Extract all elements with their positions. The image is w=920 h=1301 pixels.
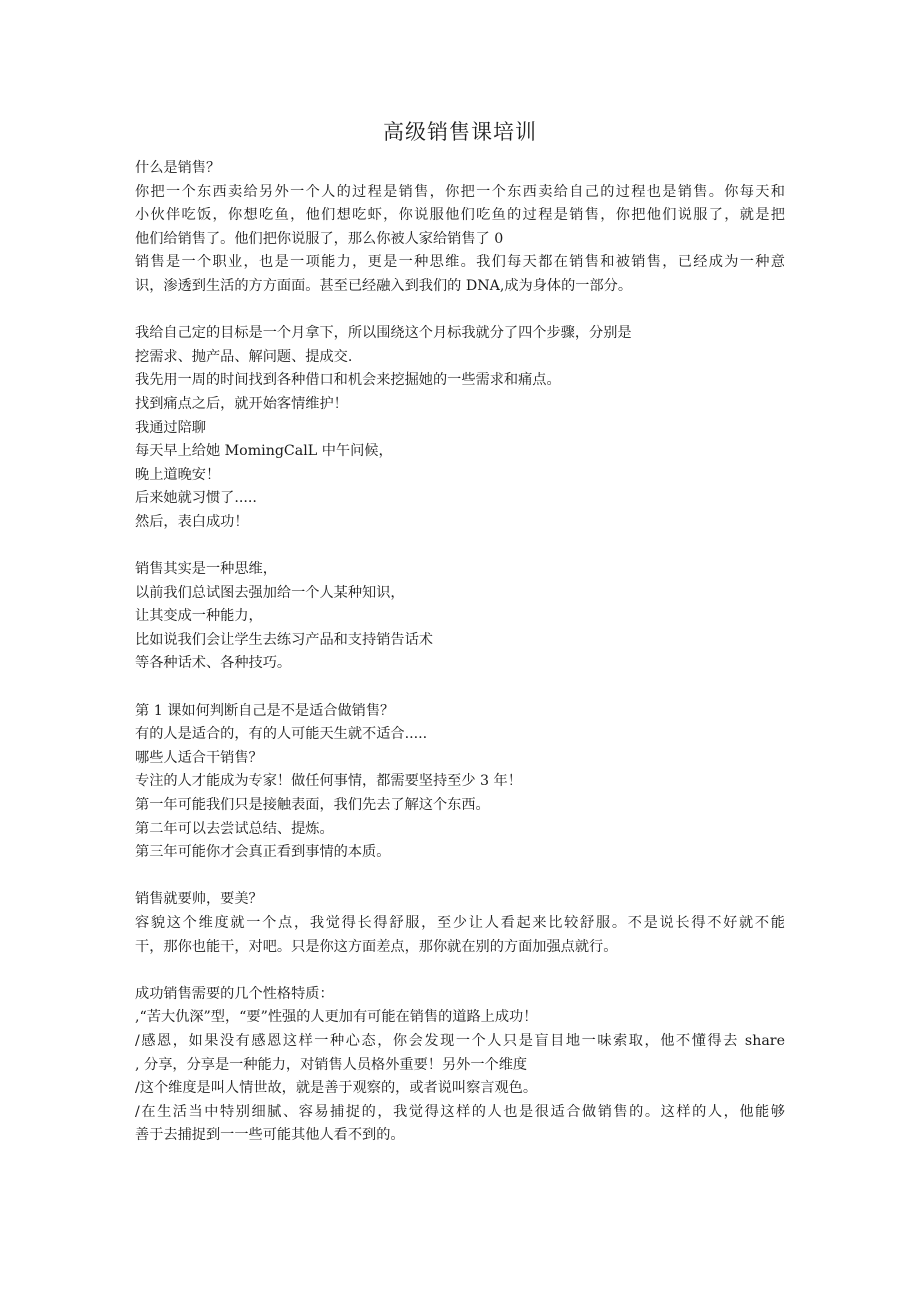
document-body [135,157,785,1148]
text-line: 我通过陪聊 [135,419,206,436]
text-line: 你把一个东西卖给另外一个人的过程是销售，你把一个东西卖给自己的过程也是销售。你每天和 [135,183,785,200]
paragraph [135,700,785,865]
text-line: 第二年可以去尝试总结、提炼。 [135,820,334,837]
paragraph [135,558,785,676]
text-line: /这个维度是叫人情世故，就是善于观察的，或者说叫察言观色。 [135,1080,538,1097]
text-line: 哪些人适合干销售？ [135,749,263,766]
text-line: 以前我们总试图去强加给一个人某种知识， [135,584,405,601]
text-line: /在生活当中特别细腻、容易捕捉的，我觉得这样的人也是很适合做销售的。这样的人，他能够 [135,1103,785,1120]
paragraph-gap [135,676,785,700]
text-line: 销售就要帅，要美？ [135,891,263,908]
text-line: ,“苦大仇深”型，“要”性强的人更加有可能在销售的道路上成功！ [135,1009,538,1026]
text-line: 晚上道晚安！ [135,466,221,483]
text-line: 他们给销售了。他们把你说服了，那么你被人家给销售了 0 [135,230,504,247]
text-line: 后来她就习惯了..... [135,490,257,507]
text-line: 找到痛点之后，就开始客情维护！ [135,395,348,412]
paragraph [135,322,785,534]
text-line: 让其变成一种能力， [135,608,263,625]
text-line: 成功销售需要的几个性格特质： [135,985,334,1002]
text-line: 我给自己定的目标是一个月拿下，所以围绕这个月标我就分了四个步骤，分别是 [135,325,632,342]
paragraph-gap [135,959,785,983]
text-line: 第一年可能我们只是接触表面，我们先去了解这个东西。 [135,797,490,814]
text-line: /感恩，如果没有感恩这样一种心态，你会发现一个人只是盲目地一味索取，他不懂得去 share [135,1032,785,1049]
text-line: 识，渗透到生活的方方面面。甚至已经融入到我们的 DNA,成为身体的一部分。 [135,277,633,294]
document-title: 高级销售课培训 [383,120,537,144]
text-line: 什么是销售？ [135,160,221,176]
text-line: 第 1 课如何判断自己是不是适合做销售？ [135,702,395,719]
text-line: 善于去捕捉到一一些可能其他人看不到的。 [135,1127,405,1144]
text-line: 然后，表白成功！ [135,513,249,530]
text-line: 我先用一周的时间找到各种借口和机会来挖掘她的一些需求和痛点。 [135,372,561,389]
text-line: , 分享，分享是一种能力，对销售人员格外重要！另外一个维度 [135,1056,528,1073]
text-line: 干，那你也能干，对吧。只是你这方面差点，那你就在别的方面加强点就行。 [135,938,618,955]
paragraph-gap [135,299,785,323]
text-line: 等各种话术、各种技巧。 [135,655,292,672]
text-line: 挖需求、抛产品、解问题、提成交. [135,348,353,365]
paragraph [135,983,785,1148]
paragraph-gap [135,865,785,889]
text-line: 容貌这个维度就一个点，我觉得长得舒服，至少让人看起来比较舒服。不是说长得不好就不能 [135,915,785,931]
paragraph-gap [135,535,785,559]
paragraph [135,888,785,959]
text-line: 专注的人才能成为专家！做任何事情，都需要坚持至少 3 年！ [135,773,522,790]
text-line: 销售其实是一种思维， [135,561,277,578]
text-line: 有的人是适合的，有的人可能天生就不适合..... [135,726,428,743]
text-line: 第三年可能你才会真正看到事情的本质。 [135,844,391,861]
paragraph [135,157,785,299]
text-line: 销售是一个职业，也是一项能力，更是一种思维。我们每天都在销售和被销售，已经成为一种意 [135,254,785,271]
text-line: 每天早上给她 MomingCalL 中午问候， [135,443,393,460]
text-line: 小伙伴吃饭，你想吃鱼，他们想吃虾，你说服他们吃鱼的过程是销售，你把他们说服了，就是把 [135,207,785,224]
text-line: 比如说我们会让学生去练习产品和支持销告话术 [135,631,433,648]
